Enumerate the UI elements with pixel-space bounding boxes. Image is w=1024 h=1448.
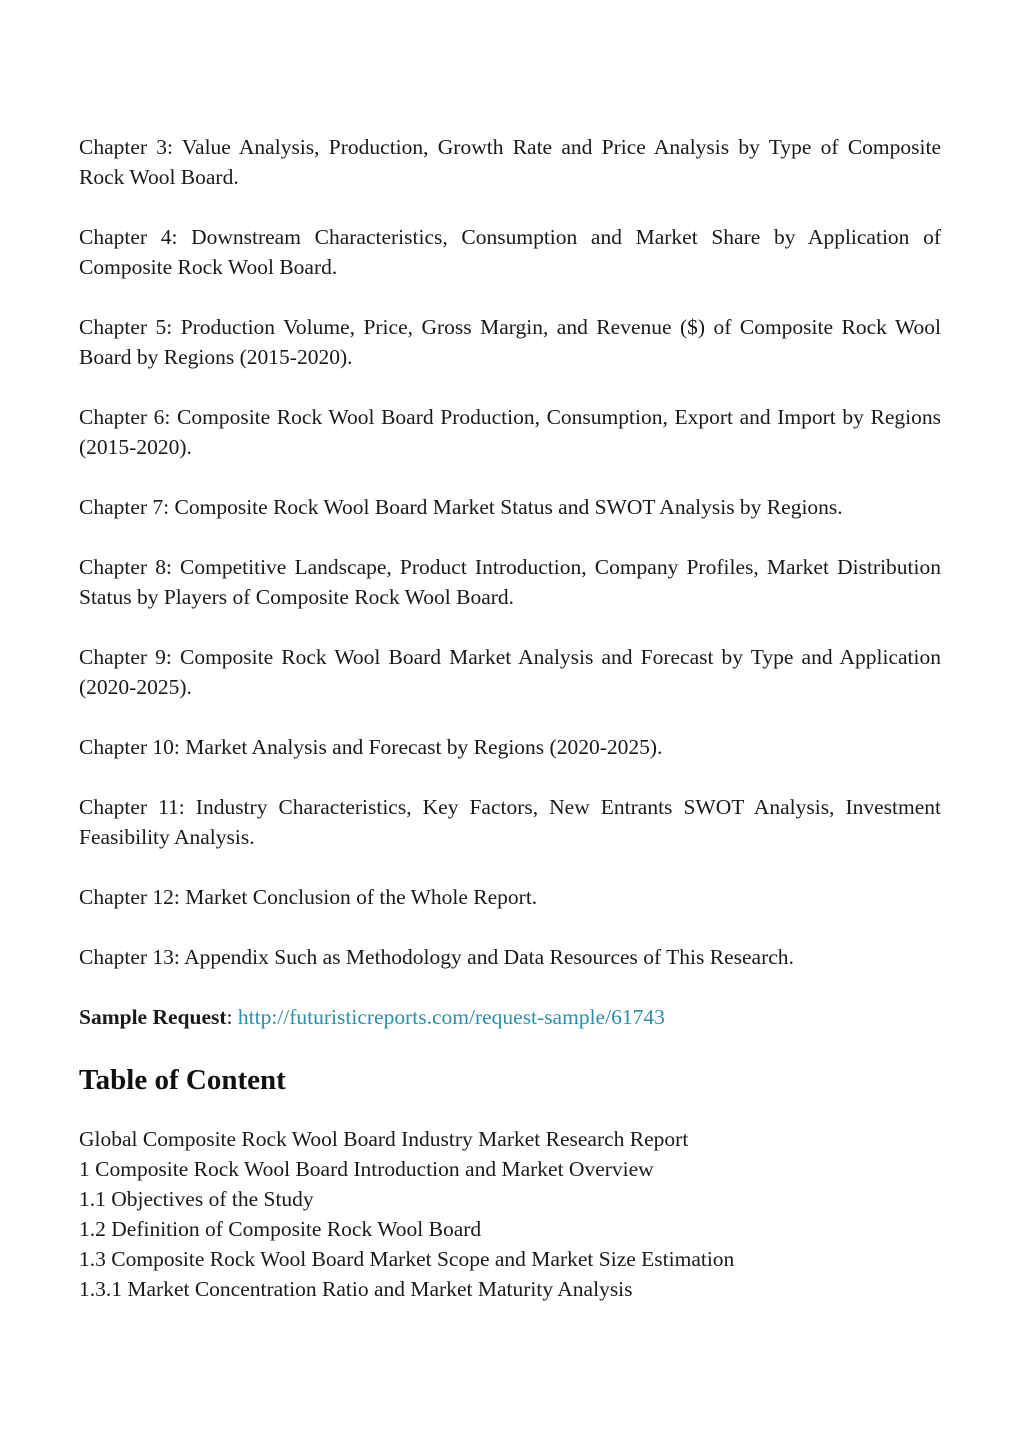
chapter-5: Chapter 5: Production Volume, Price, Gross Margin, and Revenue ($) of Composite Rock Wool Board by Regions (2015-2020). [79,315,941,369]
chapter-8: Chapter 8: Competitive Landscape, Product Introduction, Company Profiles, Market Distribution Status by Players of Composite Rock Wool Board. [79,555,941,609]
chapter-13: Chapter 13: Appendix Such as Methodology and Data Resources of This Research. [79,945,794,969]
sample-request-separator: : [226,1005,238,1029]
chapter-11: Chapter 11: Industry Characteristics, Key Factors, New Entrants SWOT Analysis, Investment Feasibility Analysis. [79,795,941,849]
sample-request [79,1002,941,1032]
toc-item: 1.3 Composite Rock Wool Board Market Scope and Market Size Estimation [79,1247,735,1271]
toc-item: 1.1 Objectives of the Study [79,1187,314,1211]
chapter-9: Chapter 9: Composite Rock Wool Board Market Analysis and Forecast by Type and Application (2020-2025). [79,645,941,699]
chapter-7: Chapter 7: Composite Rock Wool Board Market Status and SWOT Analysis by Regions. [79,495,843,519]
toc-item: 1 Composite Rock Wool Board Introduction and Market Overview [79,1157,654,1181]
chapter-3: Chapter 3: Value Analysis, Production, Growth Rate and Price Analysis by Type of Composite Rock Wool Board. [79,135,941,189]
chapter-10: Chapter 10: Market Analysis and Forecast by Regions (2020-2025). [79,735,663,759]
sample-request-link[interactable]: http://futuristicreports.com/request-sample/61743 [237,1005,665,1029]
document-page [79,132,941,1304]
toc-item: Global Composite Rock Wool Board Industry Market Research Report [79,1127,689,1151]
chapter-6: Chapter 6: Composite Rock Wool Board Production, Consumption, Export and Import by Regions (2015-2020). [79,405,941,459]
sample-request-label: Sample Request [79,1005,227,1029]
toc-title: Table of Content [79,1064,286,1096]
chapter-4: Chapter 4: Downstream Characteristics, Consumption and Market Share by Application of Composite Rock Wool Board. [79,225,941,279]
toc-item: 1.3.1 Market Concentration Ratio and Market Maturity Analysis [79,1277,633,1301]
toc-item: 1.2 Definition of Composite Rock Wool Board [79,1217,482,1241]
chapter-12: Chapter 12: Market Conclusion of the Whole Report. [79,885,538,909]
toc-list [79,1124,941,1304]
